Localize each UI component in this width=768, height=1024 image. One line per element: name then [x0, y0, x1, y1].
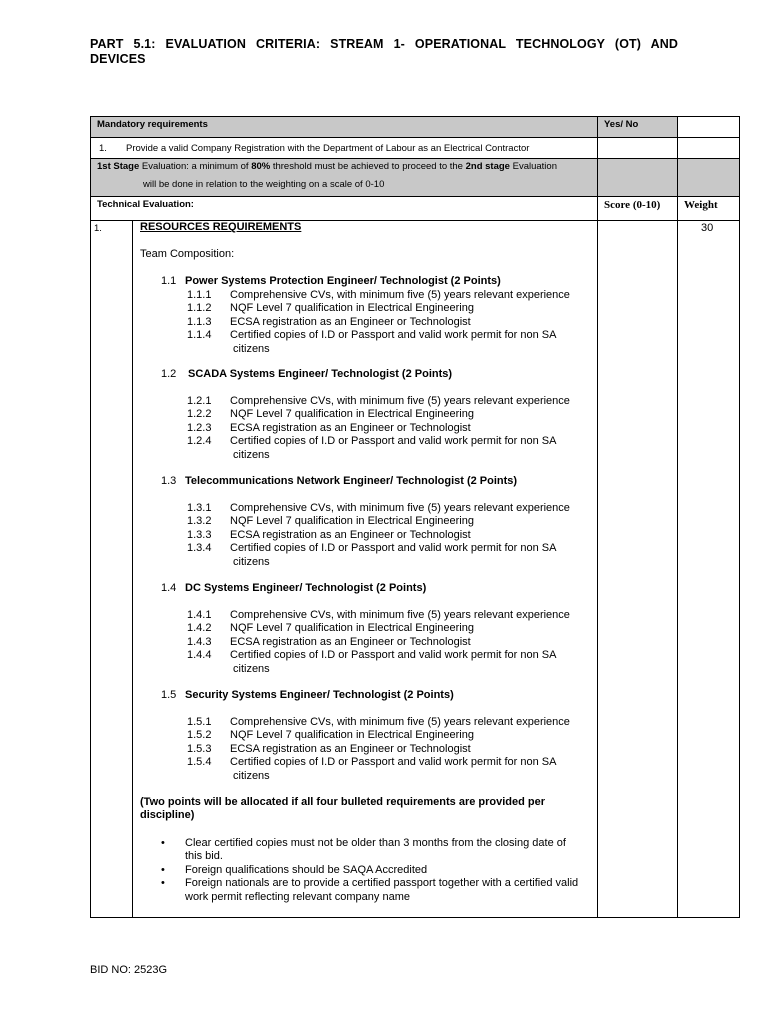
requirement-text: ECSA registration as an Engineer or Technologist — [230, 742, 471, 755]
title-line-2: DEVICES — [90, 52, 146, 66]
bullet-dot: • — [161, 877, 165, 890]
weight-label: Weight — [684, 199, 718, 211]
discipline-title: SCADA Systems Engineer/ Technologist (2 Points) — [188, 368, 453, 380]
stage-bold-1: 1st Stage — [97, 161, 140, 172]
requirement-text: Certified copies of I.D or Passport and valid work permit for non SA — [230, 756, 557, 769]
resources-requirements-heading: RESOURCES REQUIREMENTS — [140, 221, 302, 233]
discipline-title: Power Systems Protection Engineer/ Technologist (2 Points) — [185, 275, 501, 287]
discipline-number: 1.4 — [161, 582, 177, 594]
discipline-number: 1.2 — [161, 368, 177, 380]
rule-2 — [90, 158, 740, 159]
stage-bold-2: 80% — [251, 161, 271, 172]
bullet-text-continued: work permit reflecting relevant company name — [185, 890, 410, 903]
requirement-number: 1.1.1 — [187, 289, 212, 301]
bullet-text-continued: this bid. — [185, 850, 223, 863]
requirement-text-continued: citizens — [233, 555, 270, 568]
requirement-number: 1.2.2 — [187, 408, 212, 421]
requirement-text: Comprehensive CVs, with minimum five (5) years relevant experience — [230, 609, 570, 621]
requirement-text: NQF Level 7 qualification in Electrical Engineering — [230, 515, 474, 528]
requirement-number: 1.5.2 — [187, 729, 212, 742]
discipline-title: Telecommunications Network Engineer/ Technologist (2 Points) — [185, 475, 518, 487]
requirement-number: 1.2.3 — [187, 421, 212, 434]
requirement-text-continued: citizens — [233, 448, 270, 461]
requirement-number: 1.3.1 — [187, 502, 212, 514]
requirement-text: Comprehensive CVs, with minimum five (5) years relevant experience — [230, 289, 570, 301]
bullet-text: Clear certified copies must not be older than 3 months from the closing date of — [185, 837, 566, 849]
requirement-number: 1.4.2 — [187, 622, 212, 635]
note-line-1: (Two points will be allocated if all four bulleted requirements are provided per — [140, 796, 546, 808]
requirement-text: NQF Level 7 qualification in Electrical Engineering — [230, 302, 474, 315]
requirement-text: ECSA registration as an Engineer or Technologist — [230, 528, 471, 541]
requirement-number: 1.3.4 — [187, 542, 212, 555]
requirement-number: 1.5.4 — [187, 756, 212, 769]
bullet-text: Foreign nationals are to provide a certified passport together with a certified valid — [185, 877, 579, 890]
requirement-1-number: 1. — [99, 143, 107, 154]
discipline-heading — [161, 368, 452, 382]
stage-text-2: threshold must be achieved to proceed to the — [270, 161, 466, 172]
discipline-number: 1.5 — [161, 689, 177, 701]
requirement-text: Comprehensive CVs, with minimum five (5) years relevant experience — [230, 716, 570, 728]
requirement-text-continued: citizens — [233, 769, 270, 782]
bid-number: BID NO: 2523G — [90, 964, 168, 976]
row-number: 1. — [94, 223, 102, 234]
bullet-dot: • — [161, 837, 165, 849]
requirement-number: 1.4.4 — [187, 649, 212, 662]
requirement-text: Comprehensive CVs, with minimum five (5) years relevant experience — [230, 395, 570, 407]
requirement-number: 1.1.3 — [187, 315, 212, 328]
discipline-heading — [161, 275, 501, 289]
score-label: Score (0-10) — [604, 199, 661, 211]
stage-line-1 — [97, 161, 557, 173]
requirement-text: Certified copies of I.D or Passport and valid work permit for non SA — [230, 329, 557, 342]
requirement-number: 1.1.2 — [187, 302, 212, 315]
requirement-number: 1.3.3 — [187, 528, 212, 541]
discipline-heading — [161, 582, 426, 596]
mandatory-requirements-label: Mandatory requirements — [97, 119, 208, 130]
requirement-number: 1.5.3 — [187, 742, 212, 755]
stage-line-2: will be done in relation to the weighting on a scale of 0-10 — [143, 179, 385, 190]
discipline-heading — [161, 475, 517, 489]
discipline-title: Security Systems Engineer/ Technologist (2 Points) — [185, 689, 454, 701]
requirement-text: ECSA registration as an Engineer or Technologist — [230, 421, 471, 434]
page-title — [90, 37, 678, 67]
requirement-text-continued: citizens — [233, 342, 270, 355]
requirement-number: 1.1.4 — [187, 329, 212, 342]
discipline-number: 1.3 — [161, 475, 177, 487]
requirement-text: ECSA registration as an Engineer or Technologist — [230, 315, 471, 328]
weight-value: 30 — [701, 222, 714, 234]
stage-text-3: Evaluation — [509, 161, 557, 172]
discipline-number: 1.1 — [161, 275, 177, 287]
requirement-text: ECSA registration as an Engineer or Technologist — [230, 635, 471, 648]
bullet-dot: • — [161, 863, 165, 876]
requirement-number: 1.2.4 — [187, 435, 212, 448]
requirement-text: NQF Level 7 qualification in Electrical Engineering — [230, 622, 474, 635]
note-line-2: discipline) — [140, 809, 195, 821]
requirement-number: 1.3.2 — [187, 515, 212, 528]
requirement-text: Certified copies of I.D or Passport and valid work permit for non SA — [230, 435, 557, 448]
requirement-number: 1.2.1 — [187, 395, 212, 407]
rule-1 — [90, 137, 740, 138]
yes-no-label: Yes/ No — [604, 119, 639, 130]
requirement-text: Certified copies of I.D or Passport and valid work permit for non SA — [230, 542, 557, 555]
requirement-number: 1.4.1 — [187, 609, 212, 621]
requirement-text: Certified copies of I.D or Passport and valid work permit for non SA — [230, 649, 557, 662]
rule-3 — [90, 196, 740, 197]
title-line-1: PART 5.1: EVALUATION CRITERIA: STREAM 1- OPERATIONAL TECHNOLOGY (OT) AND — [90, 37, 678, 51]
col-rule-num — [132, 220, 133, 918]
requirement-text: NQF Level 7 qualification in Electrical Engineering — [230, 408, 474, 421]
stage-bold-3: 2nd stage — [465, 161, 510, 172]
requirement-1-text: Provide a valid Company Registration with the Department of Labour as an Electrical Contractor — [126, 143, 530, 154]
discipline-title: DC Systems Engineer/ Technologist (2 Points) — [185, 582, 427, 594]
requirement-text-continued: citizens — [233, 662, 270, 675]
requirement-number: 1.5.1 — [187, 716, 212, 728]
stage-text-1: Evaluation: a minimum of — [139, 161, 252, 172]
discipline-heading — [161, 689, 454, 703]
technical-evaluation-label: Technical Evaluation: — [97, 199, 194, 210]
requirement-text: NQF Level 7 qualification in Electrical Engineering — [230, 729, 474, 742]
col-rule-score — [597, 116, 598, 918]
team-composition-label: Team Composition: — [140, 248, 235, 260]
bullet-text: Foreign qualifications should be SAQA Accredited — [185, 863, 428, 876]
requirement-text: Comprehensive CVs, with minimum five (5) years relevant experience — [230, 502, 570, 514]
col-rule-weight — [677, 116, 678, 918]
requirement-number: 1.4.3 — [187, 635, 212, 648]
